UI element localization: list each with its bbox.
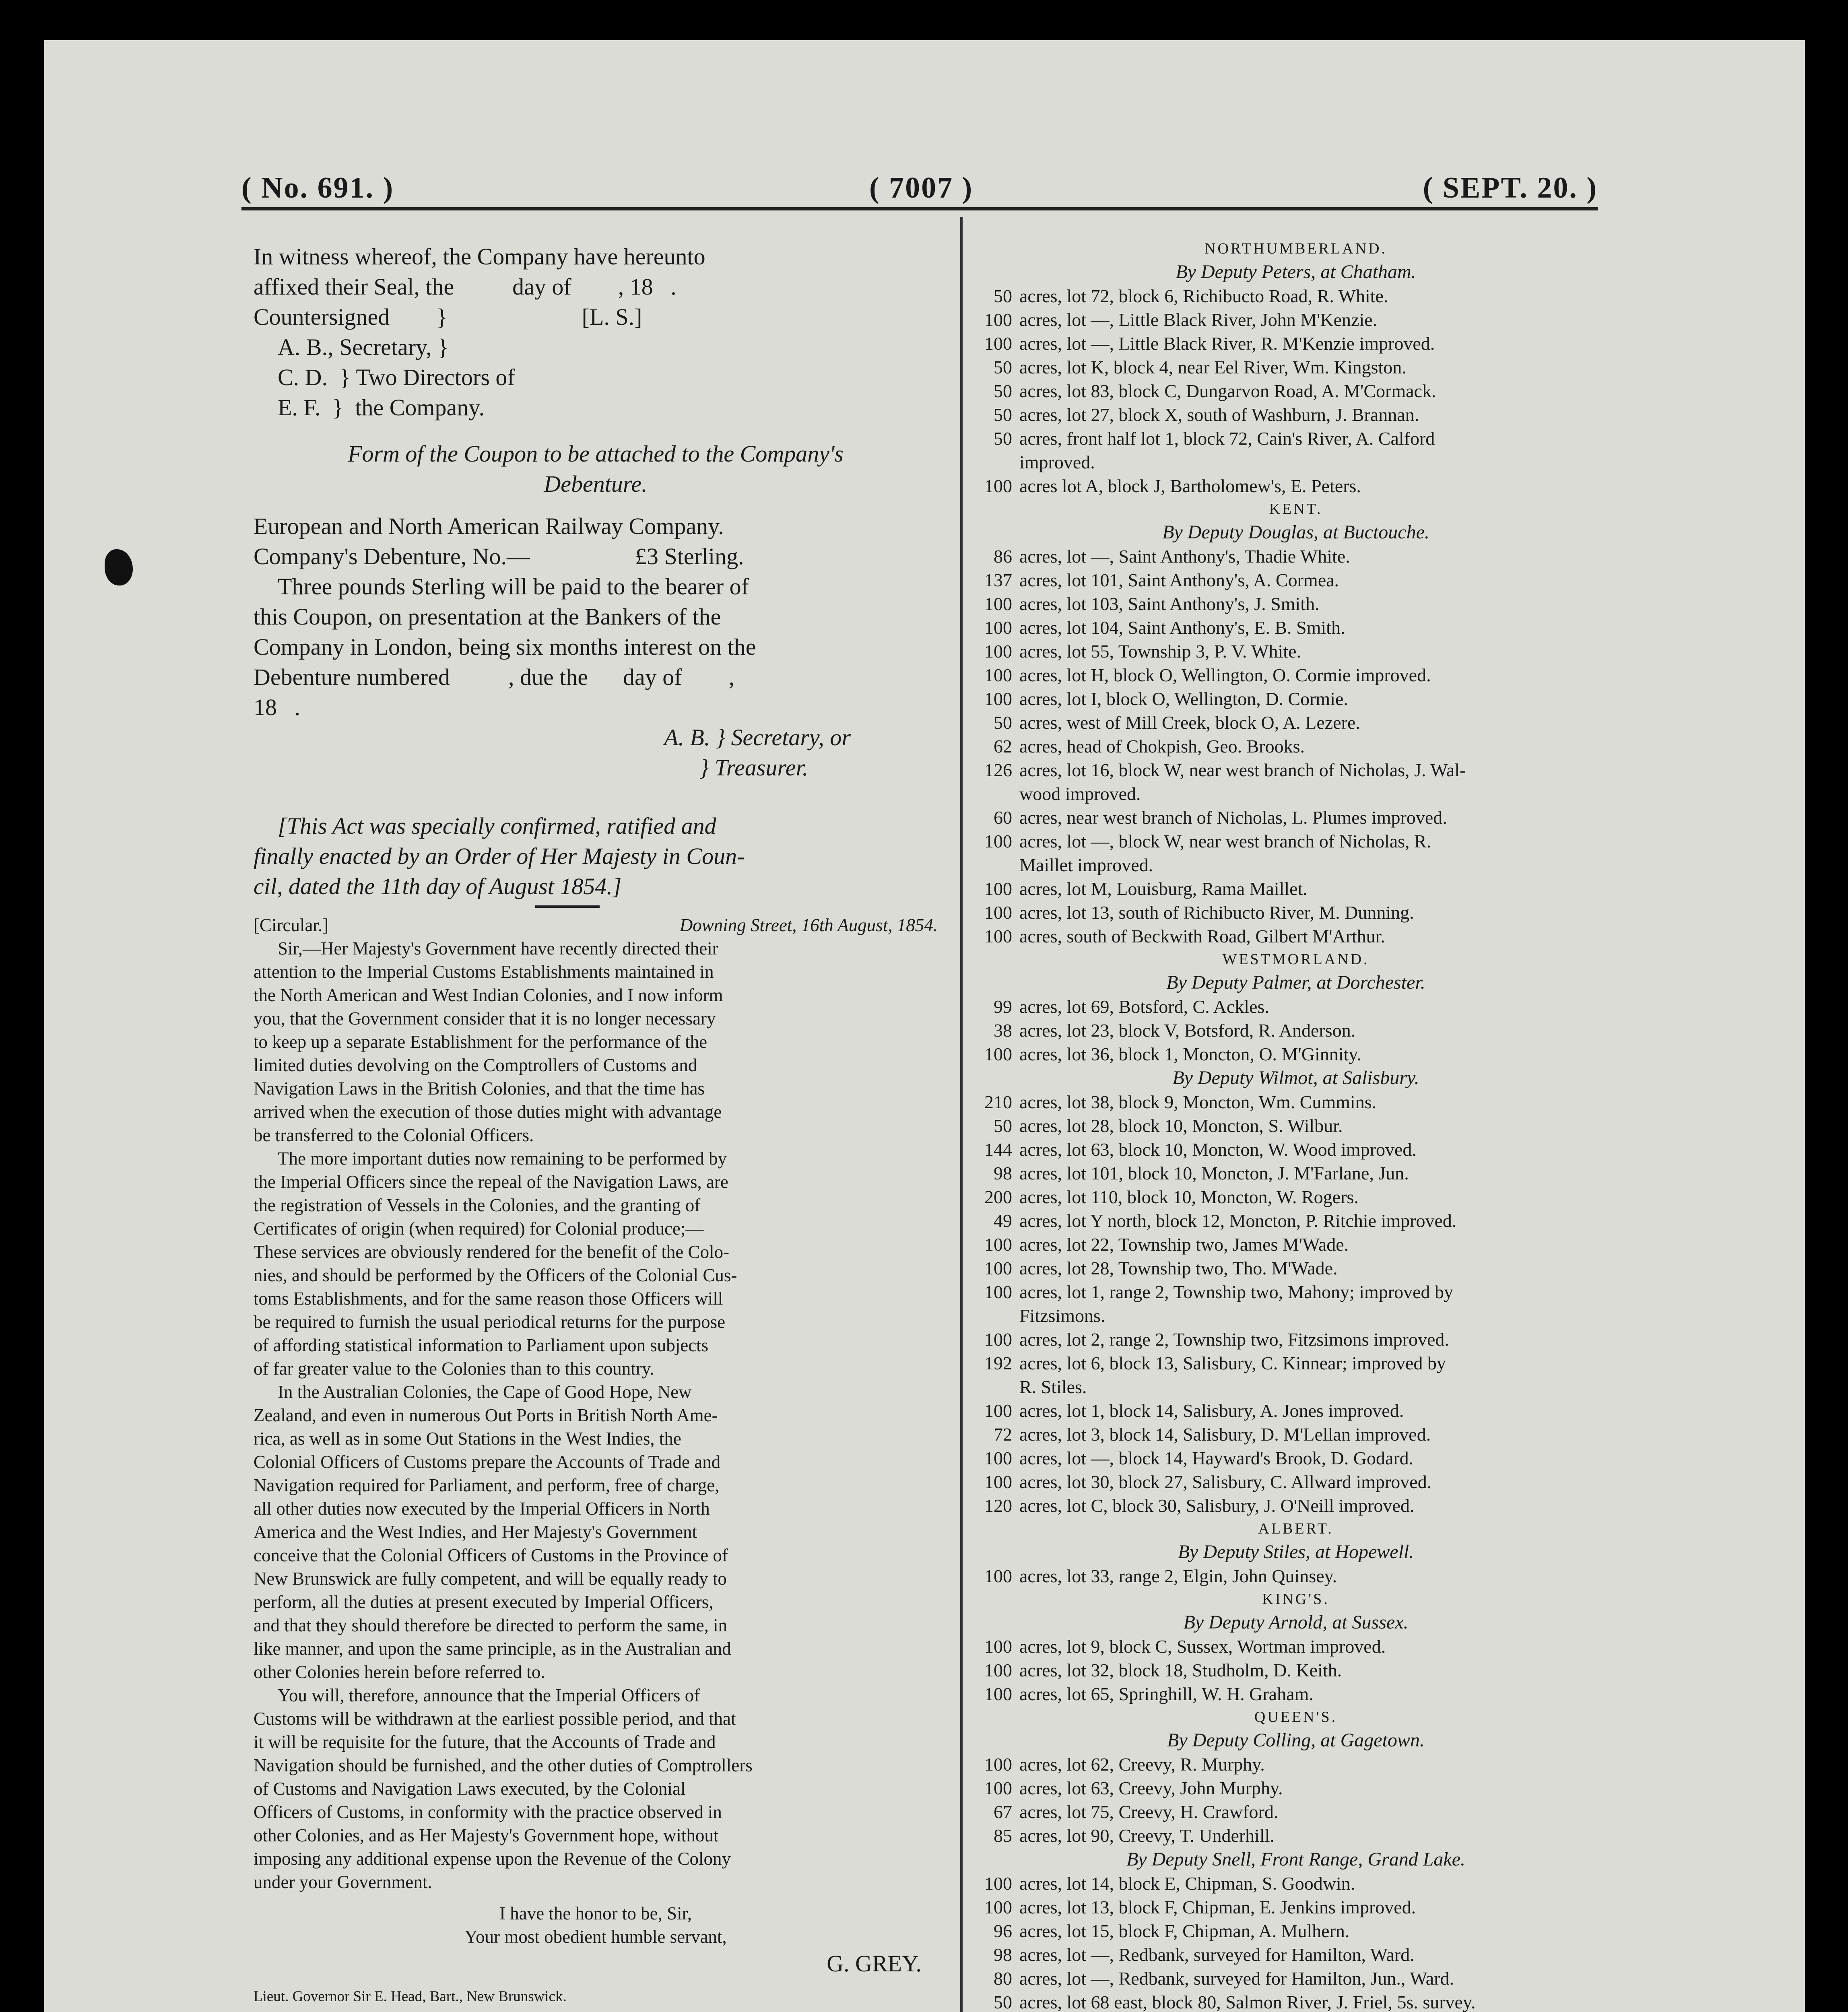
deputy-line: By Deputy Wilmot, at Salisbury.: [1172, 1067, 1419, 1088]
coupon-line: European and North American Railway Company.: [254, 513, 724, 539]
acres: 100: [984, 1754, 1012, 1775]
witness-line: C. D. } Two Directors of: [278, 364, 515, 390]
circular-line: to keep up a separate Establishment for the performance of the: [254, 1032, 707, 1052]
lot-entry: [964, 1351, 1628, 1375]
circular-line: attention to the Imperial Customs Establishments maintained in: [254, 962, 714, 982]
lot-entry: [964, 1185, 1628, 1209]
lot-entry: [964, 924, 1628, 948]
coupon-line: Three pounds Sterling will be paid to the bearer of: [278, 573, 749, 600]
closing-line: Your most obedient humble servant,: [464, 1927, 727, 1947]
lot-text: acres, lot —, Saint Anthony's, Thadie White.: [1019, 546, 1350, 567]
acres: 100: [984, 333, 1012, 354]
acres: 192: [984, 1353, 1012, 1373]
lot-text-continued: Fitzsimons.: [1019, 1305, 1106, 1326]
lot-entry: [964, 474, 1628, 498]
lot-entry: [964, 616, 1628, 639]
acres: 100: [984, 309, 1012, 330]
lot-entry: [964, 995, 1628, 1018]
lot-entry: [964, 379, 1628, 403]
lot-text: acres, lot 55, Township 3, P. V. White.: [1019, 641, 1301, 662]
acres: 50: [994, 1992, 1012, 2012]
lot-entry: [964, 1752, 1628, 1776]
circular-line: other Colonies herein before referred to.: [254, 1662, 545, 1682]
lot-entry: [964, 544, 1628, 568]
lot-text: acres, lot 75, Creevy, H. Crawford.: [1019, 1802, 1279, 1822]
circular-line: you, that the Government consider that it is no longer necessary: [254, 1008, 716, 1029]
lot-entry: [964, 758, 1628, 782]
county-heading: WESTMORLAND.: [1222, 951, 1370, 968]
lot-text: acres, lot 9, block C, Sussex, Wortman improved.: [1019, 1636, 1386, 1657]
lot-entry: [964, 1422, 1628, 1446]
lot-entry: [964, 1919, 1628, 1943]
circular-heading: [254, 913, 938, 937]
lot-entry: [964, 1042, 1628, 1066]
lot-text: acres, lot 1, range 2, Township two, Mahony; improved by: [1019, 1282, 1454, 1302]
lot-entry: [964, 1635, 1628, 1658]
lot-entry: [964, 355, 1628, 379]
acres: 100: [984, 617, 1012, 638]
acres: 100: [984, 1778, 1012, 1798]
lot-entry: [964, 1564, 1628, 1588]
lot-entry: [964, 663, 1628, 687]
acres: 137: [984, 570, 1012, 590]
lot-text: acres, lot 62, Creevy, R. Murphy.: [1019, 1754, 1265, 1775]
lot-entry: [964, 568, 1628, 592]
lot-text: acres, lot —, Little Black River, R. M'Kenzie improved.: [1019, 333, 1435, 354]
signatory: G. GREY.: [827, 1950, 922, 1977]
acres: 144: [984, 1139, 1012, 1160]
lot-entry: [964, 806, 1628, 829]
circular-line: imposing any additional expense upon the Revenue of the Colony: [254, 1849, 731, 1869]
acres: 100: [984, 831, 1012, 851]
lot-entry: [964, 1776, 1628, 1800]
lot-entry: [964, 687, 1628, 711]
circular-line: The more important duties now remaining to be performed by: [278, 1148, 727, 1169]
lot-text: acres, lot 69, Botsford, C. Ackles.: [1019, 996, 1269, 1017]
lot-entry: [964, 1233, 1628, 1256]
acres: 100: [984, 1282, 1012, 1302]
document-page: [44, 40, 1805, 2012]
lot-text: acres, lot 72, block 6, Richibucto Road, R. White.: [1019, 286, 1388, 306]
acres: 98: [994, 1944, 1012, 1965]
lot-entry: [964, 1494, 1628, 1517]
lot-text: acres, head of Chokpish, Geo. Brooks.: [1019, 736, 1305, 757]
divider: [535, 905, 600, 908]
circular-line: other Colonies, and as Her Majesty's Government hope, without: [254, 1825, 719, 1845]
county-heading: QUEEN'S.: [1254, 1709, 1338, 1725]
lot-entry: [964, 1824, 1628, 1847]
circular-line: Navigation Laws in the British Colonies, and that the time has: [254, 1078, 705, 1099]
circular-line: New Brunswick are fully competent, and will be equally ready to: [254, 1569, 727, 1589]
lot-entry: [964, 639, 1628, 663]
lot-text: acres, lot 33, range 2, Elgin, John Quinsey.: [1019, 1566, 1337, 1586]
lot-text: acres, lot 13, south of Richibucto River, M. Dunning.: [1019, 902, 1414, 923]
acres: 100: [984, 1044, 1012, 1064]
lot-entry: [964, 403, 1628, 427]
circular-text: [254, 937, 938, 1894]
lot-text-continued: improved.: [1019, 452, 1095, 472]
circular-line: the North American and West Indian Colonies, and I now inform: [254, 985, 723, 1005]
lot-text: acres, lot C, block 30, Salisbury, J. O'Neill improved.: [1019, 1495, 1415, 1516]
circular-line: of Customs and Navigation Laws executed, by the Colonial: [254, 1779, 686, 1799]
act-note: [This Act was specially confirmed, ratified and: [278, 813, 716, 839]
coupon-line: Company's Debenture, No.— £3 Sterling.: [254, 543, 744, 569]
acres: 49: [994, 1210, 1012, 1231]
deputy-line: By Deputy Colling, at Gagetown.: [1167, 1730, 1425, 1751]
acres: 62: [994, 736, 1012, 757]
acres: 98: [994, 1163, 1012, 1183]
lot-text: acres, lot 103, Saint Anthony's, J. Smith.: [1019, 594, 1320, 614]
circular-line: and that they should therefore be directed to perform the same, in: [254, 1615, 728, 1635]
lot-entry: [964, 734, 1628, 758]
circular-line: nies, and should be performed by the Officers of the Colonial Cus-: [254, 1265, 737, 1285]
acres: 86: [994, 546, 1012, 567]
coupon-title: Form of the Coupon to be attached to the Company's: [348, 441, 844, 467]
lot-text: acres, lot I, block O, Wellington, D. Cormie.: [1019, 689, 1348, 709]
lot-text: acres, lot 36, block 1, Moncton, O. M'Ginnity.: [1019, 1044, 1361, 1064]
right-column: [964, 237, 1628, 2012]
lot-entry: [964, 1018, 1628, 1042]
lot-entry: [964, 1161, 1628, 1185]
lot-text: acres, lot 14, block E, Chipman, S. Goodwin.: [1019, 1873, 1355, 1894]
witness-line: Countersigned } [L. S.]: [254, 304, 642, 330]
circular-line: of far greater value to the Colonies than to this country.: [254, 1359, 654, 1379]
acres: 99: [994, 996, 1012, 1017]
acres: 100: [984, 1684, 1012, 1704]
lot-text: acres, lot 13, block F, Chipman, E. Jenkins improved.: [1019, 1897, 1416, 1917]
lot-entry: [964, 1943, 1628, 1967]
county-heading: KENT.: [1269, 501, 1323, 517]
deputy-line: By Deputy Stiles, at Hopewell.: [1178, 1541, 1414, 1563]
witness-line: affixed their Seal, the day of , 18 .: [254, 274, 676, 300]
acres: 67: [994, 1802, 1012, 1822]
lot-text: acres, lot 15, block F, Chipman, A. Mulhern.: [1019, 1921, 1350, 1941]
circular-line: the Imperial Officers since the repeal of the Navigation Laws, are: [254, 1172, 728, 1192]
circular-line: In the Australian Colonies, the Cape of Good Hope, New: [278, 1382, 692, 1402]
acres: 100: [984, 1329, 1012, 1350]
lot-entry: [964, 1682, 1628, 1706]
acres: 100: [984, 594, 1012, 614]
circular-line: arrived when the execution of those duties might with advantage: [254, 1102, 722, 1122]
circular-line: These services are obviously rendered for the benefit of the Colo-: [254, 1242, 730, 1262]
lot-entry: [964, 1256, 1628, 1280]
circular-line: Colonial Officers of Customs prepare the Accounts of Trade and: [254, 1452, 721, 1472]
acres: 100: [984, 1660, 1012, 1680]
page-number: ( 7007 ): [869, 171, 974, 204]
circular-line: Navigation required for Parliament, and perform, free of charge,: [254, 1475, 720, 1495]
lot-text: acres, lot —, block 14, Hayward's Brook, D. Godard.: [1019, 1448, 1414, 1468]
act-note: finally enacted by an Order of Her Majesty in Coun-: [254, 843, 745, 869]
lot-entry: [964, 592, 1628, 616]
lot-text: acres, lot 22, Township two, James M'Wade.: [1019, 1234, 1349, 1255]
acres: 38: [994, 1020, 1012, 1041]
lot-text: acres, lot K, block 4, near Eel River, Wm. Kingston.: [1019, 357, 1407, 377]
acres: 100: [984, 1636, 1012, 1657]
lot-text: acres, lot 68 east, block 80, Salmon River, J. Friel, 5s. survey.: [1019, 1992, 1476, 2012]
deputy-line: By Deputy Palmer, at Dorchester.: [1166, 972, 1425, 993]
act-note: cil, dated the 11th day of August 1854.]: [254, 873, 622, 899]
lot-text: acres, lot —, Redbank, surveyed for Hamilton, Jun., Ward.: [1019, 1968, 1454, 1989]
witness-line: In witness whereof, the Company have hereunto: [254, 243, 705, 270]
lot-text: acres, lot 90, Creevy, T. Underhill.: [1019, 1825, 1275, 1846]
witness-line: E. F. } the Company.: [278, 394, 485, 421]
acres: 100: [984, 476, 1012, 496]
acres: 50: [994, 381, 1012, 401]
county-heading: ALBERT.: [1258, 1520, 1334, 1537]
lot-text: acres, lot 3, block 14, Salisbury, D. M'Lellan improved.: [1019, 1424, 1431, 1445]
acres: 100: [984, 1258, 1012, 1278]
acres: 60: [994, 807, 1012, 828]
lot-text: acres, near west branch of Nicholas, L. Plumes improved.: [1019, 807, 1447, 828]
lot-text: acres, lot 27, block X, south of Washburn, J. Brannan.: [1019, 404, 1419, 425]
lot-text: acres lot A, block J, Bartholomew's, E. Peters.: [1019, 476, 1361, 496]
issue-number: ( No. 691. ): [241, 171, 394, 204]
circular-line: rica, as well as in some Out Stations in the West Indies, the: [254, 1429, 681, 1449]
ink-blot: [105, 549, 133, 585]
lot-entry: [964, 1138, 1628, 1161]
deputy-line: By Deputy Snell, Front Range, Grand Lake.: [1126, 1849, 1466, 1870]
lot-entry: [964, 901, 1628, 924]
signature-line: } Treasurer.: [699, 754, 808, 781]
lot-entry: [964, 1872, 1628, 1895]
circular-line: America and the West Indies, and Her Majesty's Government: [254, 1522, 697, 1542]
lot-text: acres, lot 2, range 2, Township two, Fitzsimons improved.: [1019, 1329, 1449, 1350]
lot-entry: [964, 1090, 1628, 1114]
acres: 50: [994, 404, 1012, 425]
acres: 50: [994, 1115, 1012, 1136]
lot-entry: [964, 1800, 1628, 1824]
lot-entry: [964, 711, 1628, 734]
deputy-line: By Deputy Arnold, at Sussex.: [1183, 1612, 1409, 1633]
lot-entry: [964, 1280, 1628, 1304]
acres: 100: [984, 641, 1012, 662]
circular-line: conceive that the Colonial Officers of Customs in the Province of: [254, 1545, 728, 1565]
acres: 100: [984, 1873, 1012, 1894]
acres: 100: [984, 689, 1012, 709]
county-heading: NORTHUMBERLAND.: [1204, 240, 1387, 257]
circular-label: [Circular.]: [254, 915, 329, 935]
column-rule: [960, 217, 963, 2012]
lot-text: acres, lot —, block W, near west branch of Nicholas, R.: [1019, 831, 1431, 851]
lot-text: acres, lot 30, block 27, Salisbury, C. Allward improved.: [1019, 1472, 1432, 1492]
circular-line: under your Government.: [254, 1872, 432, 1892]
lot-text: acres, lot 65, Springhill, W. H. Graham.: [1019, 1684, 1314, 1704]
lot-text: acres, lot M, Louisburg, Rama Maillet.: [1019, 878, 1308, 899]
circular-line: Officers of Customs, in conformity with the practice observed in: [254, 1802, 722, 1822]
lot-text: acres, south of Beckwith Road, Gilbert M'Arthur.: [1019, 926, 1385, 946]
left-column: [254, 241, 938, 2012]
lot-text: acres, lot 101, block 10, Moncton, J. M'Farlane, Jun.: [1019, 1163, 1409, 1183]
lot-text: acres, lot 1, block 14, Salisbury, A. Jones improved.: [1019, 1400, 1404, 1421]
witness-line: A. B., Secretary, }: [278, 334, 449, 360]
lot-entry: [964, 1209, 1628, 1233]
lot-text: acres, lot 101, Saint Anthony's, A. Cormea.: [1019, 570, 1339, 590]
deputy-line: By Deputy Douglas, at Buctouche.: [1162, 522, 1429, 543]
acres: 85: [994, 1825, 1012, 1846]
acres: 50: [994, 428, 1012, 449]
lot-entry: [964, 1114, 1628, 1138]
acres: 50: [994, 286, 1012, 306]
lot-entry: [964, 308, 1628, 332]
circular-line: Certificates of origin (when required) for Colonial produce;—: [254, 1218, 704, 1239]
lot-text: acres, west of Mill Creek, block O, A. Lezere.: [1019, 712, 1360, 733]
lot-entry: [964, 1470, 1628, 1494]
lot-text: acres, lot H, block O, Wellington, O. Cormie improved.: [1019, 665, 1431, 685]
circular-line: like manner, and upon the same principle, as in the Australian and: [254, 1639, 731, 1659]
acres: 100: [984, 1400, 1012, 1421]
circular-line: be transferred to the Colonial Officers.: [254, 1125, 534, 1145]
circular-line: limited duties devolving on the Comptrollers of Customs and: [254, 1055, 697, 1075]
acres: 50: [994, 712, 1012, 733]
coupon-line: 18 .: [254, 694, 300, 720]
lot-entry: [964, 332, 1628, 355]
lot-text: acres, lot 38, block 9, Moncton, Wm. Cummins.: [1019, 1092, 1377, 1112]
lot-entry: [964, 1895, 1628, 1919]
acres: 100: [984, 665, 1012, 685]
coupon-line: Debenture numbered , due the day of ,: [254, 664, 735, 690]
acres: 100: [984, 926, 1012, 946]
circular-line: perform, all the duties at present executed by Imperial Officers,: [254, 1592, 714, 1612]
lot-text-continued: Maillet improved.: [1019, 855, 1153, 875]
lot-text: acres, lot 63, Creevy, John Murphy.: [1019, 1778, 1283, 1798]
lot-text: acres, lot Y north, block 12, Moncton, P. Ritchie improved.: [1019, 1210, 1457, 1231]
lot-text: acres, lot 23, block V, Botsford, R. Anderson.: [1019, 1020, 1356, 1041]
lot-text: acres, lot 6, block 13, Salisbury, C. Kinnear; improved by: [1019, 1353, 1446, 1373]
lot-text: acres, lot 104, Saint Anthony's, E. B. Smith.: [1019, 617, 1345, 638]
lot-text: acres, lot —, Little Black River, John M'Kenzie.: [1019, 309, 1378, 330]
lot-entry: [964, 1399, 1628, 1422]
signature-line: A. B. } Secretary, or: [664, 724, 851, 750]
circular-line: of affording statistical information to Parliament upon subjects: [254, 1335, 709, 1355]
lot-entry: [964, 829, 1628, 853]
acres: 100: [984, 902, 1012, 923]
circular-line: You will, therefore, announce that the Imperial Officers of: [278, 1685, 700, 1705]
acres: 50: [994, 357, 1012, 377]
circular-line: toms Establishments, and for the same reason those Officers will: [254, 1288, 723, 1309]
circular-line: all other duties now executed by the Imperial Officers in North: [254, 1499, 710, 1519]
circular-line: the registration of Vessels in the Colonies, and the granting of: [254, 1195, 701, 1215]
acres: 96: [994, 1921, 1012, 1941]
circular-line: be required to furnish the usual periodical returns for the purpose: [254, 1312, 726, 1332]
circular-line: Sir,—Her Majesty's Government have recently directed their: [278, 938, 718, 959]
county-heading: KING'S.: [1262, 1591, 1330, 1608]
lot-text: acres, front half lot 1, block 72, Cain's River, A. Calford: [1019, 428, 1435, 449]
lot-text-continued: wood improved.: [1019, 783, 1141, 804]
lot-text: acres, lot 32, block 18, Studholm, D. Keith.: [1019, 1660, 1342, 1680]
acres: 100: [984, 1566, 1012, 1586]
lot-entry: [964, 1446, 1628, 1470]
issue-date: ( SEPT. 20. ): [1423, 171, 1598, 204]
lot-entry: [964, 1658, 1628, 1682]
acres: 100: [984, 878, 1012, 899]
acres: 126: [984, 760, 1012, 780]
circular-line: it will be requisite for the future, that the Accounts of Trade and: [254, 1732, 716, 1752]
acres: 100: [984, 1897, 1012, 1917]
lot-entry: [964, 427, 1628, 450]
lot-text: acres, lot —, Redbank, surveyed for Hamilton, Ward.: [1019, 1944, 1415, 1965]
acres: 100: [984, 1472, 1012, 1492]
circular-line: Customs will be withdrawn at the earliest possible period, and that: [254, 1709, 736, 1729]
coupon-title: Debenture.: [544, 471, 648, 497]
circular-line: Navigation should be furnished, and the other duties of Comptrollers: [254, 1755, 753, 1775]
page-header: [241, 127, 1598, 210]
acres: 200: [984, 1187, 1012, 1207]
lot-text-continued: R. Stiles.: [1019, 1377, 1087, 1397]
acres: 120: [984, 1495, 1012, 1516]
lot-text: acres, lot 28, Township two, Tho. M'Wade.: [1019, 1258, 1338, 1278]
lot-entry: [964, 284, 1628, 308]
coupon-line: this Coupon, on presentation at the Bankers of the: [254, 604, 721, 630]
lot-text: acres, lot 63, block 10, Moncton, W. Wood improved.: [1019, 1139, 1417, 1160]
lot-entry: [964, 877, 1628, 901]
lot-entry: [964, 1990, 1628, 2012]
lot-entry: [964, 1328, 1628, 1351]
lot-text: acres, lot 83, block C, Dungarvon Road, A. M'Cormack.: [1019, 381, 1436, 401]
lot-text: acres, lot 28, block 10, Moncton, S. Wilbur.: [1019, 1115, 1343, 1136]
addressee: Lieut. Governor Sir E. Head, Bart., New Brunswick.: [254, 1988, 567, 2005]
lot-text: acres, lot 16, block W, near west branch of Nicholas, J. Wal-: [1019, 760, 1466, 780]
closing-line: I have the honor to be, Sir,: [499, 1903, 692, 1923]
acres: 72: [994, 1424, 1012, 1445]
circular-place: Downing Street, 16th August, 1854.: [679, 915, 938, 935]
lot-entry: [964, 1967, 1628, 1990]
acres: 210: [984, 1092, 1012, 1112]
lot-text: acres, lot 110, block 10, Moncton, W. Rogers.: [1019, 1187, 1359, 1207]
circular-line: Zealand, and even in numerous Out Ports in British North Ame-: [254, 1405, 718, 1425]
acres: 100: [984, 1448, 1012, 1468]
acres: 100: [984, 1234, 1012, 1255]
acres: 80: [994, 1968, 1012, 1989]
deputy-line: By Deputy Peters, at Chatham.: [1176, 261, 1416, 282]
coupon-line: Company in London, being six months interest on the: [254, 634, 756, 660]
